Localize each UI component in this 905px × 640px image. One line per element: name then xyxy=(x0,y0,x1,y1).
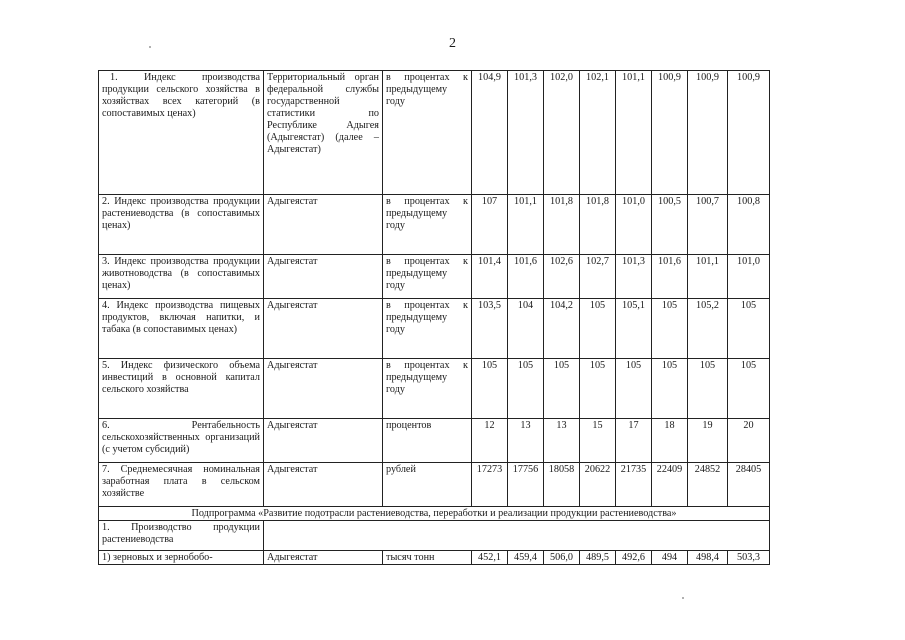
indicator-value: 105 xyxy=(472,359,508,419)
indicator-value: 101,8 xyxy=(580,195,616,255)
indicator-name: 4. Индекс производства пищевых продуктов, включая напитки, и табака (в сопоставимых ценах) xyxy=(99,299,264,359)
indicator-value: 101,1 xyxy=(688,255,728,299)
indicator-value: 100,9 xyxy=(688,71,728,195)
table-row xyxy=(99,551,770,565)
indicators-table-body xyxy=(99,71,770,565)
indicator-value: 102,7 xyxy=(580,255,616,299)
indicator-value: 100,7 xyxy=(688,195,728,255)
data-source: Адыгеястат xyxy=(264,255,383,299)
indicator-value: 105 xyxy=(508,359,544,419)
indicator-value: 19 xyxy=(688,419,728,463)
indicator-value: 18 xyxy=(652,419,688,463)
indicator-value: 15 xyxy=(580,419,616,463)
indicator-value: 101,3 xyxy=(616,255,652,299)
indicator-value: 100,5 xyxy=(652,195,688,255)
indicator-value: 12 xyxy=(472,419,508,463)
indicator-name: 7. Среднемесячная номинальная заработная плата в сельском хозяйстве xyxy=(99,463,264,507)
indicator-value: 494 xyxy=(652,551,688,565)
indicator-value: 24852 xyxy=(688,463,728,507)
indicator-value: 105 xyxy=(728,359,770,419)
indicator-value: 104,9 xyxy=(472,71,508,195)
indicator-value: 101,0 xyxy=(616,195,652,255)
indicator-value: 105 xyxy=(652,299,688,359)
indicator-value: 101,8 xyxy=(544,195,580,255)
data-source: Территориальный орган федеральной службы государственной статистики по Республике Адыгея (Адыгеястат) (далее – Адыгеястат) xyxy=(264,71,383,195)
section-name: 1. Производство продукции растениеводства xyxy=(99,521,264,551)
indicators-table xyxy=(98,70,770,565)
indicator-name: 5. Индекс физического объема инвестиций в основной капитал сельского хозяйства xyxy=(99,359,264,419)
indicator-value: 100,9 xyxy=(728,71,770,195)
indicator-value: 105 xyxy=(544,359,580,419)
indicator-value: 17273 xyxy=(472,463,508,507)
unit-of-measure: в процентах к предыдущему году xyxy=(383,299,472,359)
indicator-value: 101,1 xyxy=(508,195,544,255)
table-row xyxy=(99,359,770,419)
indicator-value: 452,1 xyxy=(472,551,508,565)
indicator-name: 1) зерновых и зернобобо- xyxy=(99,551,264,565)
data-source: Адыгеястат xyxy=(264,551,383,565)
indicator-value: 105 xyxy=(652,359,688,419)
indicator-value: 13 xyxy=(508,419,544,463)
empty-cell xyxy=(264,521,770,551)
indicator-value: 107 xyxy=(472,195,508,255)
indicator-name: 3. Индекс производства продукции животноводства (в сопоставимых ценах) xyxy=(99,255,264,299)
indicator-value: 28405 xyxy=(728,463,770,507)
indicator-value: 102,0 xyxy=(544,71,580,195)
indicator-value: 18058 xyxy=(544,463,580,507)
indicator-value: 17 xyxy=(616,419,652,463)
indicator-name: 6. Рентабельность сельскохозяйственных организаций (с учетом субсидий) xyxy=(99,419,264,463)
indicator-value: 105 xyxy=(688,359,728,419)
indicator-value: 101,0 xyxy=(728,255,770,299)
data-source: Адыгеястат xyxy=(264,463,383,507)
table-row xyxy=(99,463,770,507)
indicator-value: 20622 xyxy=(580,463,616,507)
data-source: Адыгеястат xyxy=(264,359,383,419)
indicator-name: 1. Индекс производства продукции сельского хозяйства в хозяйствах всех категорий (в сопоставимых ценах) xyxy=(99,71,264,195)
indicator-value: 101,1 xyxy=(616,71,652,195)
indicator-value: 506,0 xyxy=(544,551,580,565)
indicator-value: 503,3 xyxy=(728,551,770,565)
table-row xyxy=(99,299,770,359)
indicator-value: 498,4 xyxy=(688,551,728,565)
subprogram-heading: Подпрограмма «Развитие подотрасли растениеводства, переработки и реализации продукции растениеводства» xyxy=(99,507,770,521)
data-source: Адыгеястат xyxy=(264,299,383,359)
indicator-value: 105,1 xyxy=(616,299,652,359)
data-source: Адыгеястат xyxy=(264,419,383,463)
data-source: Адыгеястат xyxy=(264,195,383,255)
indicator-value: 101,4 xyxy=(472,255,508,299)
indicator-value: 22409 xyxy=(652,463,688,507)
indicator-value: 101,3 xyxy=(508,71,544,195)
indicator-value: 489,5 xyxy=(580,551,616,565)
unit-of-measure: в процентах к предыдущему году xyxy=(383,359,472,419)
indicator-value: 105 xyxy=(728,299,770,359)
scan-speck xyxy=(149,46,151,48)
unit-of-measure: в процентах к предыдущему году xyxy=(383,195,472,255)
indicator-value: 105 xyxy=(580,359,616,419)
indicator-value: 101,6 xyxy=(508,255,544,299)
table-row xyxy=(99,71,770,195)
indicator-value: 13 xyxy=(544,419,580,463)
indicator-value: 20 xyxy=(728,419,770,463)
indicator-value: 459,4 xyxy=(508,551,544,565)
subprogram-row xyxy=(99,507,770,521)
indicator-value: 105 xyxy=(616,359,652,419)
indicator-name: 2. Индекс производства продукции растениеводства (в сопоставимых ценах) xyxy=(99,195,264,255)
unit-of-measure: тысяч тонн xyxy=(383,551,472,565)
scan-speck xyxy=(682,597,684,599)
indicator-value: 492,6 xyxy=(616,551,652,565)
indicator-value: 103,5 xyxy=(472,299,508,359)
table-row xyxy=(99,195,770,255)
indicator-value: 104,2 xyxy=(544,299,580,359)
indicator-value: 17756 xyxy=(508,463,544,507)
unit-of-measure: процентов xyxy=(383,419,472,463)
indicator-value: 102,6 xyxy=(544,255,580,299)
unit-of-measure: рублей xyxy=(383,463,472,507)
indicator-value: 105,2 xyxy=(688,299,728,359)
indicator-value: 104 xyxy=(508,299,544,359)
indicator-value: 21735 xyxy=(616,463,652,507)
unit-of-measure: в процентах к предыдущему году xyxy=(383,71,472,195)
unit-of-measure: в процентах к предыдущему году xyxy=(383,255,472,299)
indicator-value: 101,6 xyxy=(652,255,688,299)
indicator-value: 100,8 xyxy=(728,195,770,255)
indicator-value: 100,9 xyxy=(652,71,688,195)
table-row xyxy=(99,419,770,463)
indicator-value: 102,1 xyxy=(580,71,616,195)
page-number: 2 xyxy=(449,36,456,51)
table-row xyxy=(99,255,770,299)
section-row xyxy=(99,521,770,551)
indicator-value: 105 xyxy=(580,299,616,359)
